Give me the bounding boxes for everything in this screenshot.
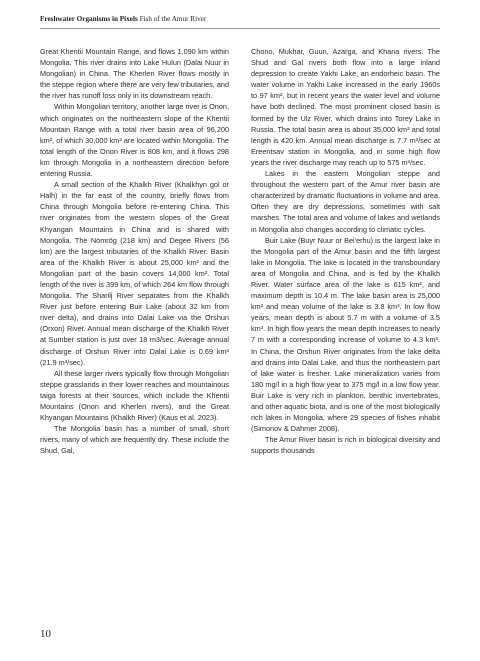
header-rule xyxy=(40,28,440,29)
left-text-column xyxy=(40,46,229,456)
page-number: 10 xyxy=(40,628,51,640)
paragraph: Chono, Mukhar, Guun, Azarga, and Khana rivers. The Shud and Gal rivers both flow into a large inland depression to create Yakhi Lake, an endorheic basin. The water volume in Yakhi Lake increased in the early 1960s to 97 km², but in recent years the water level and volume have both declined. The most prominent closed basin is formed by the Ulz River, which drains into Torey Lake in Russia. The total basin area is about 35,000 km² and total length is 420 km. Annual mean discharge is 7.7 m³/sec at Ereentsav station in Mongolia, and in some high flow years the river discharge may reach up to 575 m³/sec. xyxy=(251,47,440,167)
paragraph: The Mongolia basin has a number of small, short rivers, many of which are frequently dry. These include the Shud, Gal, xyxy=(40,424,229,456)
paragraph: A small section of the Khalkh River (Khalkhyn gol or Halh) in the far east of the country, briefly flows from China through Mongolia before re-entering China. This river originates from the western slopes of the Great Khyangan Mountains in China and is shared with Mongolia. The Nömrög (218 km) and Degee Rivers (56 km) are the largest tributaries of the Khalkh River. Basin area of the Khalkh River is about 25,000 km² and the Mongolian part of the basin covers 14,000 km². Total length of the river is 399 km, of which 264 km flow through Mongolia. The Sharilj River separates from the Khalkh River just before entering Buir Lake (about 32 km from river delta), and drains into Dalai Lake via the Orshun (Orxon) River. Annual mean discharge of the Khalkh River at Sumber station is just over 18 m3/sec. Average annual discharge of Orshun River into Dalai Lake is 0.69 km³ (21.9 m³/sec). xyxy=(40,180,229,367)
chapter-title: Fish of the Amur River xyxy=(139,15,207,23)
paragraph: Great Khentii Mountain Range, and flows 1,090 km within Mongolia. This river drains into Lake Hulun (Dalai Nuur in Mongolian) in China. The Kherlen River flows mostly in the steppe region where there are very few tributaries, and the river has runoff loss only in its downstream reach. xyxy=(40,47,230,101)
paragraph: The Amur River basin is rich in biological diversity and supports thousands xyxy=(251,435,440,456)
paragraph: Lakes in the eastern Mongolian steppe and throughout the western part of the Amur river basin are characterized by dramatic fluctuations in volume and area. Often they are dry depressions, sometimes with salt marshes. The total area and volume of lakes and wetlands in Mongolia also changes according to climatic cycles. xyxy=(251,169,440,234)
paragraph: Buir Lake (Buyr Nuur or Bei'erhu) is the largest lake in the Mongolia part of the Amur basin and the fifth largest lake in Mongolia. The lake is located in the transboundary area of Mongolia and China, and is fed by the Khalkh River. Water surface area of the lake is 615 km², and maximum depth is 10.4 m. The lake basin area is 25,000 km² and mean volume of the lake is 3.8 km³. In low flow years, mean depth is about 5.7 m with a volume of 3.5 km³. In high flow years the mean depth increases to nearly 7 m with a corresponding increase of volume to 4.3 km³. In China, the Orshun River originates from the lake delta and drains into Dalai Lake, and thus the northeastern part of lake water is fresher. Lake mineralization varies from 180 mg/l in a high flow year to 375 mg/l in a low flow year. Buir Lake is very rich in plankton, benthic invertebrates, and other aquatic biota, and is one of the most biologically rich lakes in Mongolia, where 29 species of fishes inhabit (Simonov & Dahmer 2008). xyxy=(251,235,441,434)
right-text-column xyxy=(251,46,440,456)
running-header xyxy=(40,15,206,23)
paragraph: Within Mongolian territory, another large river is Onon, which originates on the northeastern slope of the Khentii Mountain Range with a total river basin area of 96,200 km², of which 30,000 km² are located within Mongolia. The total length of the Onon River is 808 km, and it flows 298 km through Mongolia in a northeastern direction before entering Russia. xyxy=(40,102,229,179)
paragraph: All these larger rivers typically flow through Mongolian steppe grasslands in their lower reaches and mountainous taiga forests at their sources, which include the Khentii Mountains (Onon and Kherlen rivers), and the Great Khyangan Mountains (Khalkh River) (Kaus et al. 2023). xyxy=(40,368,229,423)
publication-title: Freshwater Organisms in Pixels xyxy=(40,15,138,23)
